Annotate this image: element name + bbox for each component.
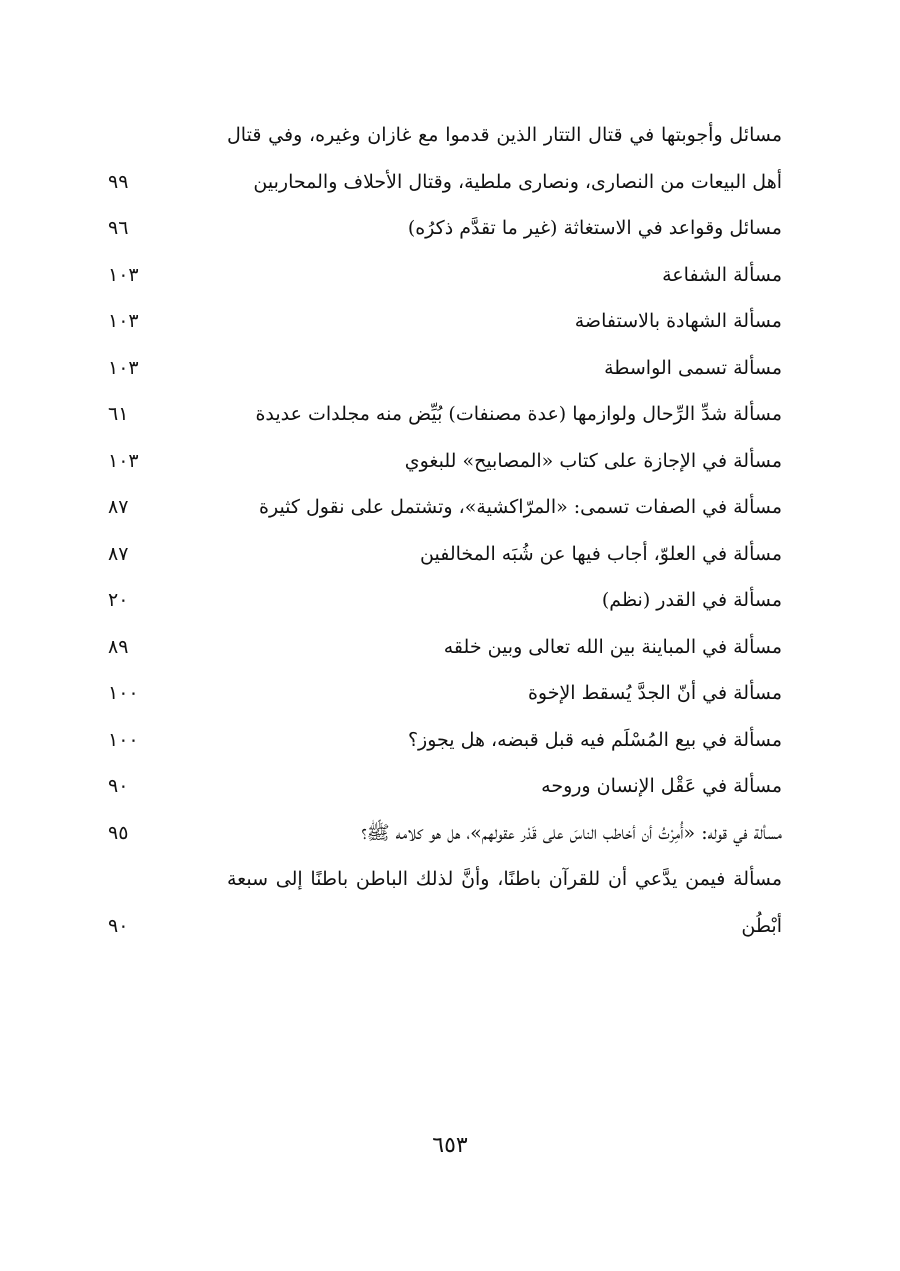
entry-title: مسائل وقواعد في الاستغاثة (غير ما تقدَّم ذكرُه) [407,217,782,239]
entry-title: مسألة في القدر (نظم) [601,589,782,611]
index-entry [100,484,790,531]
entry-page-number: ٢٠ [108,589,129,611]
entry-page-number: ٦١ [108,403,129,425]
index-entry [100,252,790,299]
entry-page-number: ١٠٣ [108,356,139,379]
index-entry [100,624,790,671]
entry-page-number: ١٠٣ [108,310,139,332]
entry-page-number: ٨٧ [108,542,129,565]
entry-page-number: ١٠٠ [108,728,139,751]
entry-title: مسألة الشفاعة [662,263,782,286]
index-entry [100,810,790,857]
entry-title: مسألة الشهادة بالاستفاضة [574,310,782,332]
index-entry [100,717,790,764]
index-entry [100,763,790,810]
entry-page-number: ٩٥ [108,821,129,844]
index-entry [100,577,790,624]
entry-title: مسألة في أنّ الجدَّ يُسقط الإخوة [527,682,782,704]
index-entries [100,112,790,949]
entry-page-number: ٩٠ [108,775,129,797]
entry-title: مسألة في الصفات تسمى: «المرّاكشية»، وتشتمل على نقول كثيرة [259,496,782,518]
entry-title: مسألة في بيع المُسْلَم فيه قبل قبضه، هل يجوز؟ [407,728,782,751]
entry-title: مسألة في المباينة بين الله تعالى وبين خلقه [443,635,782,658]
entry-page-number: ٨٩ [108,635,129,658]
entry-page-number: ١٠٠ [108,682,139,704]
index-entry [100,391,790,438]
entry-page-number: ١٠٣ [108,263,139,286]
index-entry [100,345,790,392]
page-number: ٦٥٣ [432,1133,468,1158]
entry-page-number: ٩٩ [108,170,129,193]
entry-title: مسألة فيمن يدَّعي أن للقرآن باطنًا، وأنَّ لذلك الباطن باطنًا إلى سبعة أبْطُن [227,868,782,937]
index-entry [100,112,790,205]
index-entry [100,205,790,252]
entry-title: مسألة تسمى الواسطة [604,356,782,379]
entry-page-number: ١٠٣ [108,449,139,472]
entry-title: مسائل وأجوبتها في قتال التتار الذين قدموا مع غازان وغيره، وفي قتال أهل البيعات من النصارى، ونصارى ملطية، وقتال الأحلاف والمحاربين [227,124,782,193]
index-entry [100,856,790,949]
entry-title: مسألة في الإجازة على كتاب «المصابيح» للبغوي [404,449,782,472]
entry-page-number: ٨٧ [108,496,129,518]
entry-title: مسألة شدِّ الرِّحال ولوازمها (عدة مصنفات) بُيِّض منه مجلدات عديدة [255,403,782,425]
index-entry [100,438,790,485]
entry-title: مسألة في عَقْل الإنسان وروحه [541,775,782,797]
index-entry [100,670,790,717]
entry-page-number: ٩٦ [108,217,129,239]
index-entry [100,531,790,578]
entry-page-number: ٩٠ [108,914,129,937]
index-entry [100,298,790,345]
entry-title: مسألة في قوله: «أُمِرْتُ أن أخاطب الناسَ على قَدْر عقولهم»، هل هو كلامه ﷺ؟ [361,821,782,844]
entry-title: مسألة في العلوّ، أجاب فيها عن شُبَه المخالفين [420,542,782,565]
